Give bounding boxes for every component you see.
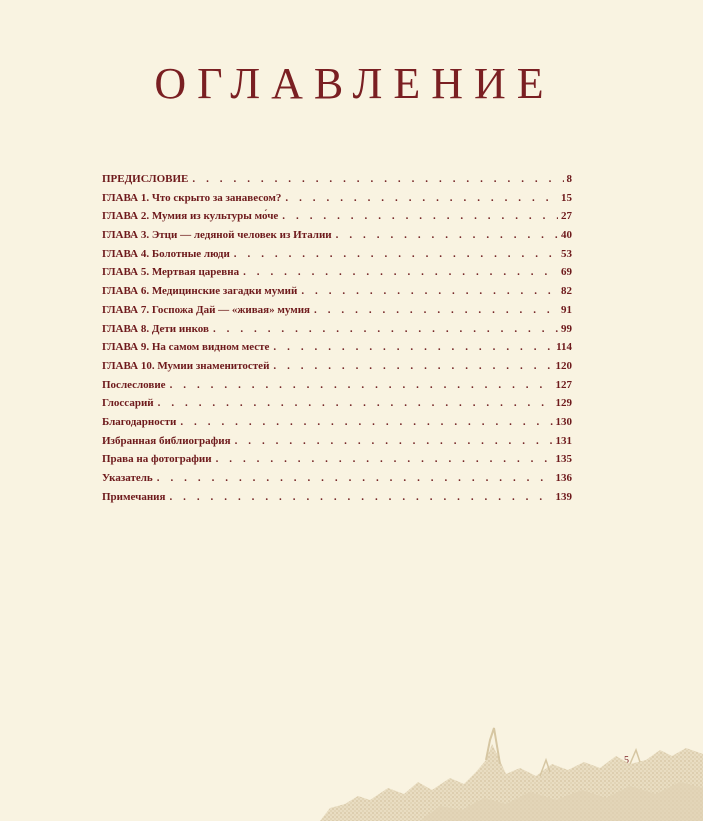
toc-entry-page: 120 <box>555 359 572 372</box>
toc-entry-page: 53 <box>561 247 572 260</box>
toc-entry-page: 8 <box>566 173 572 185</box>
toc-entry-title: Глоссарий <box>102 397 154 410</box>
toc-entry-title: ГЛАВА 9. На самом видном месте <box>102 341 270 354</box>
toc-entry-page: 40 <box>561 229 572 242</box>
toc-entry-page: 136 <box>555 472 572 484</box>
dot-leader <box>273 341 553 353</box>
toc-entry-page: 114 <box>556 341 572 354</box>
toc-entry-page: 69 <box>561 266 572 279</box>
dot-leader <box>216 453 553 465</box>
toc-entry-title: Послесловие <box>102 378 166 391</box>
dot-leader <box>180 416 552 428</box>
toc-entry-title: ГЛАВА 8. Дети инков <box>102 322 209 335</box>
toc-entry[interactable] <box>102 192 572 211</box>
toc-entry[interactable] <box>102 341 572 360</box>
toc-entry[interactable] <box>102 248 572 267</box>
toc-entry[interactable] <box>102 491 572 510</box>
toc-entry-page: 15 <box>561 191 572 204</box>
toc-entry-page: 139 <box>555 490 572 503</box>
toc-entry-title: ГЛАВА 4. Болотные люди <box>102 247 230 260</box>
linen-fabric-image <box>300 720 703 821</box>
toc-entry[interactable] <box>102 266 572 285</box>
toc-entry[interactable] <box>102 360 572 379</box>
toc-entry-title: ГЛАВА 10. Мумии знаменитостей <box>102 359 270 372</box>
toc-entry[interactable] <box>102 379 572 398</box>
page-number: 5 <box>624 755 629 766</box>
dot-leader <box>235 435 553 447</box>
toc-entry-page: 127 <box>555 378 572 391</box>
dot-leader <box>158 397 553 409</box>
dot-leader <box>213 323 558 335</box>
dot-leader <box>234 248 558 260</box>
toc-entry-page: 82 <box>561 285 572 298</box>
toc-entry-title: ГЛАВА 3. Этци — ледяной человек из Италии <box>102 229 332 242</box>
toc-entry[interactable] <box>102 453 572 472</box>
toc-entry[interactable] <box>102 472 572 491</box>
toc-entry-page: 135 <box>555 453 572 466</box>
dot-leader <box>170 379 553 391</box>
toc-entry[interactable] <box>102 304 572 323</box>
toc-entry-title: Избранная библиография <box>102 434 231 447</box>
toc-entry-title: Указатель <box>102 472 153 484</box>
toc-entry-page: 130 <box>555 415 572 428</box>
toc-entry-title: Примечания <box>102 490 166 503</box>
toc-entry-title: Благодарности <box>102 415 177 428</box>
toc-entry-title: ГЛАВА 6. Медицинские загадки мумий <box>102 285 298 298</box>
dot-leader <box>301 285 558 297</box>
toc-entry-page: 131 <box>555 434 572 447</box>
toc-entry-title: ГЛАВА 1. Что скрыто за занавесом? <box>102 191 282 204</box>
toc-entry-page: 99 <box>561 322 572 335</box>
dot-leader <box>282 210 558 222</box>
toc-entry-page: 129 <box>555 397 572 410</box>
toc-entry-title: Права на фотографии <box>102 453 212 466</box>
table-of-contents <box>102 173 572 509</box>
dot-leader <box>273 360 552 372</box>
toc-entry-page: 27 <box>561 210 572 223</box>
toc-entry[interactable] <box>102 323 572 342</box>
toc-entry[interactable] <box>102 229 572 248</box>
dot-leader <box>243 266 558 278</box>
dot-leader <box>192 173 563 185</box>
toc-entry-title: ГЛАВА 2. Мумия из культуры мо́че <box>102 210 279 223</box>
dot-leader <box>285 192 558 204</box>
dot-leader <box>336 229 558 241</box>
dot-leader <box>169 491 552 503</box>
toc-entry-page: 91 <box>561 303 572 316</box>
toc-entry-title: ГЛАВА 7. Госпожа Дай — «живая» мумия <box>102 303 311 316</box>
toc-entry[interactable] <box>102 397 572 416</box>
toc-entry[interactable] <box>102 416 572 435</box>
toc-entry[interactable] <box>102 210 572 229</box>
dot-leader <box>157 472 553 484</box>
page-title: ОГЛАВЛЕНИЕ <box>154 59 555 108</box>
toc-entry[interactable] <box>102 285 572 304</box>
toc-entry-title: ГЛАВА 5. Мертвая царевна <box>102 266 240 279</box>
dot-leader <box>314 304 558 316</box>
toc-entry-title: ПРЕДИСЛОВИЕ <box>102 173 189 185</box>
toc-entry[interactable] <box>102 435 572 454</box>
toc-entry[interactable] <box>102 173 572 192</box>
